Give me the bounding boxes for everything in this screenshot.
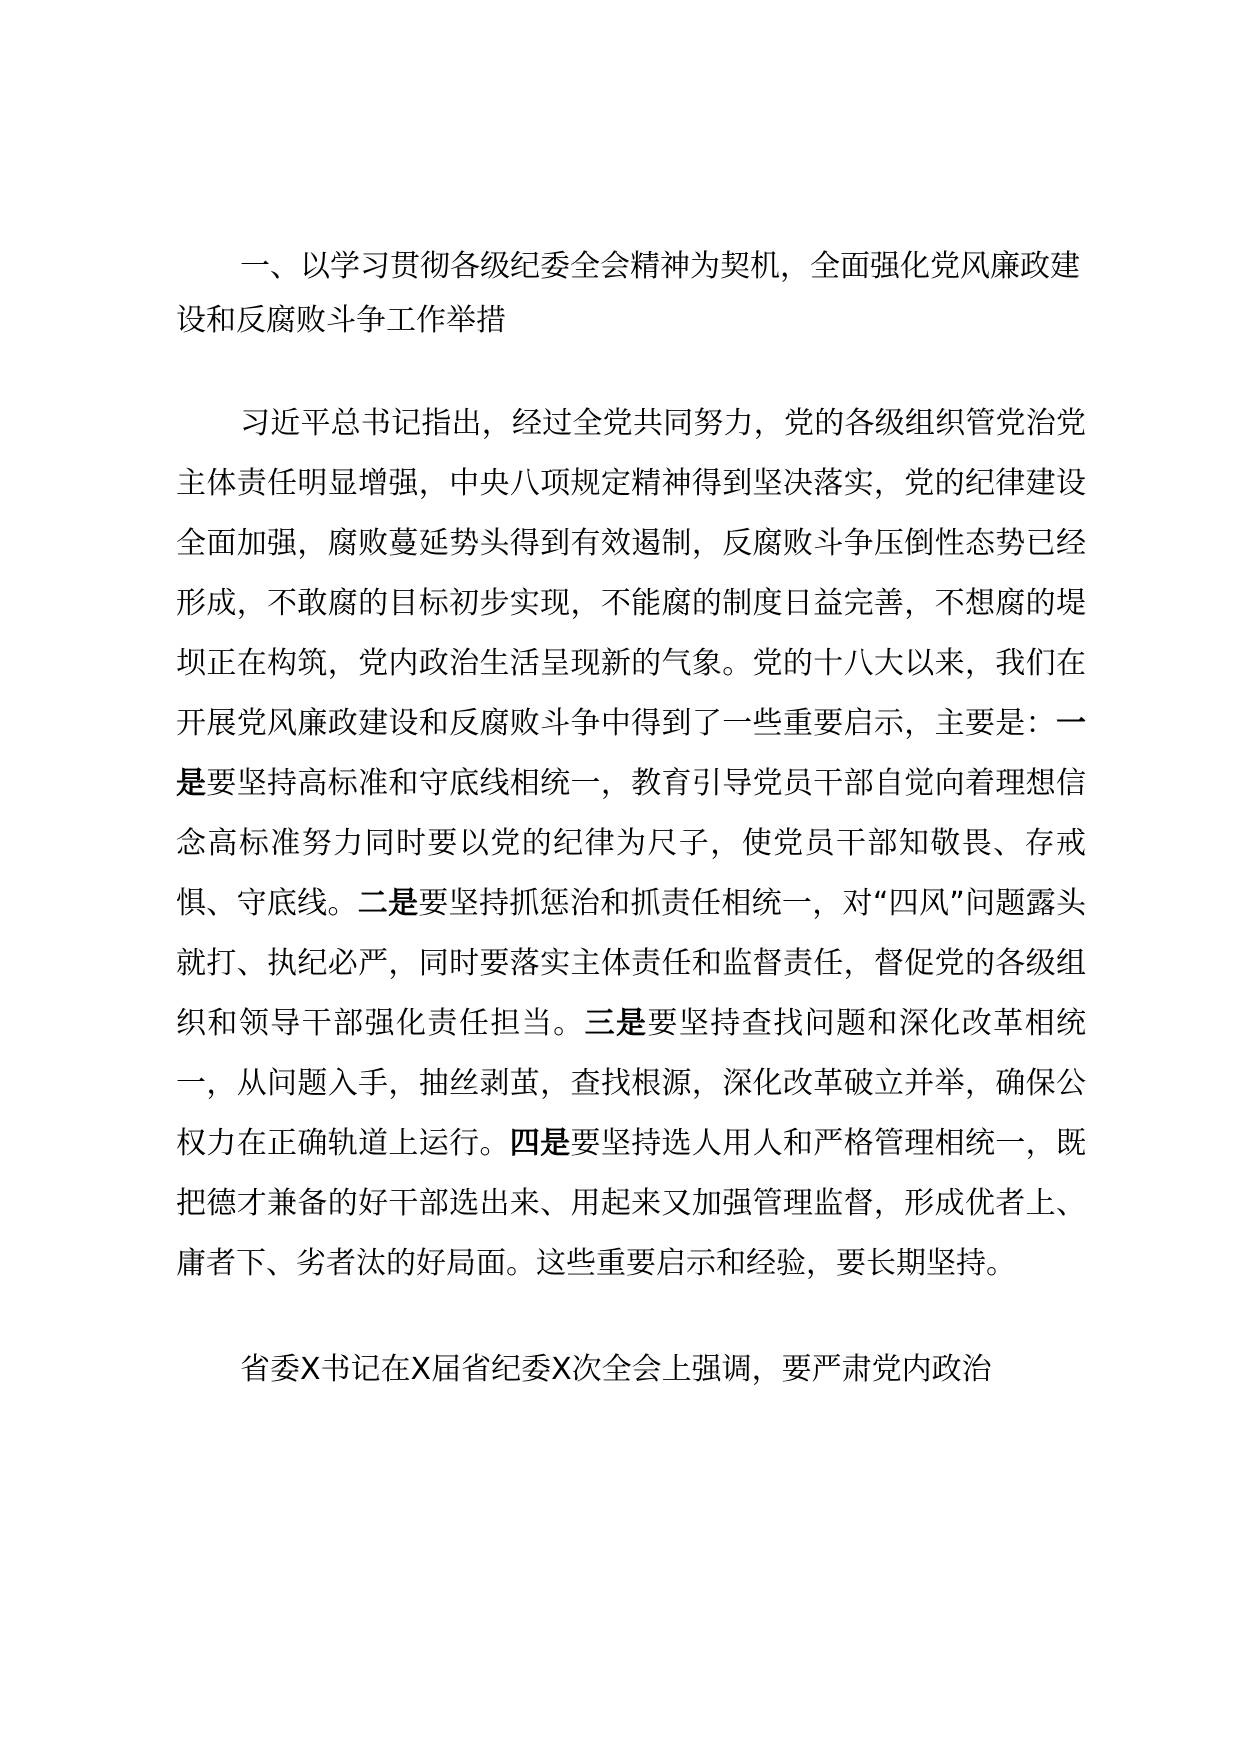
body-paragraph-1 <box>176 394 1086 1294</box>
paragraph-intro: 习近平总书记指出，经过全党共同努力，党的各级组织管党治党主体责任明显增强，中央八项规定精神得到坚决落实，党的纪律建设全面加强，腐败蔓延势头得到有效遏制，反腐败斗争压倒性态势已经形成，不敢腐的目标初步实现，不能腐的制度日益完善，不想腐的堤坝正在构筑，党内政治生活呈现新的气象。党的十八大以来，我们在开展党风廉政建设和反腐败斗争中得到了一些重要启示，主要是： <box>176 406 1086 741</box>
point-2-text: 要坚持抓惩治和抓责任相统一，对“四风”问题露头就打、执纪必严，同时要落实主体责任和监督责任，督促党的各级组织和领导干部强化责任担当。 <box>176 886 1086 1041</box>
point-3-text: 要坚持查找问题和深化改革相统一，从问题入手，抽丝剥茧，查找根源，深化改革破立并举，确保公权力在正确轨道上运行。 <box>176 1006 1087 1161</box>
point-3-lead: 三是 <box>584 1006 648 1041</box>
point-1-text: 要坚持高标准和守底线相统一，教育引导党员干部自觉向着理想信念高标准努力同时要以党的纪律为尺子，使党员干部知敬畏、存戒惧、守底线。 <box>176 766 1087 921</box>
point-4-lead: 四是 <box>509 1126 571 1161</box>
document-page <box>176 240 1086 1400</box>
point-2-lead: 二是 <box>357 886 419 921</box>
section-heading: 一、以学习贯彻各级纪委全会精神为契机，全面强化党风廉政建设和反腐败斗争工作举措 <box>176 249 1080 338</box>
point-4-text: 要坚持选人用人和严格管理相统一，既把德才兼备的好干部选出来、用起来又加强管理监督，形成优者上、庸者下、劣者汰的好局面。这些重要启示和经验，要长期坚持。 <box>176 1126 1087 1281</box>
point-1-lead: 一是 <box>176 706 1086 801</box>
body-paragraph-2: 省委X书记在X届省纪委X次全会上强调，要严肃党内政治 <box>240 1352 992 1387</box>
